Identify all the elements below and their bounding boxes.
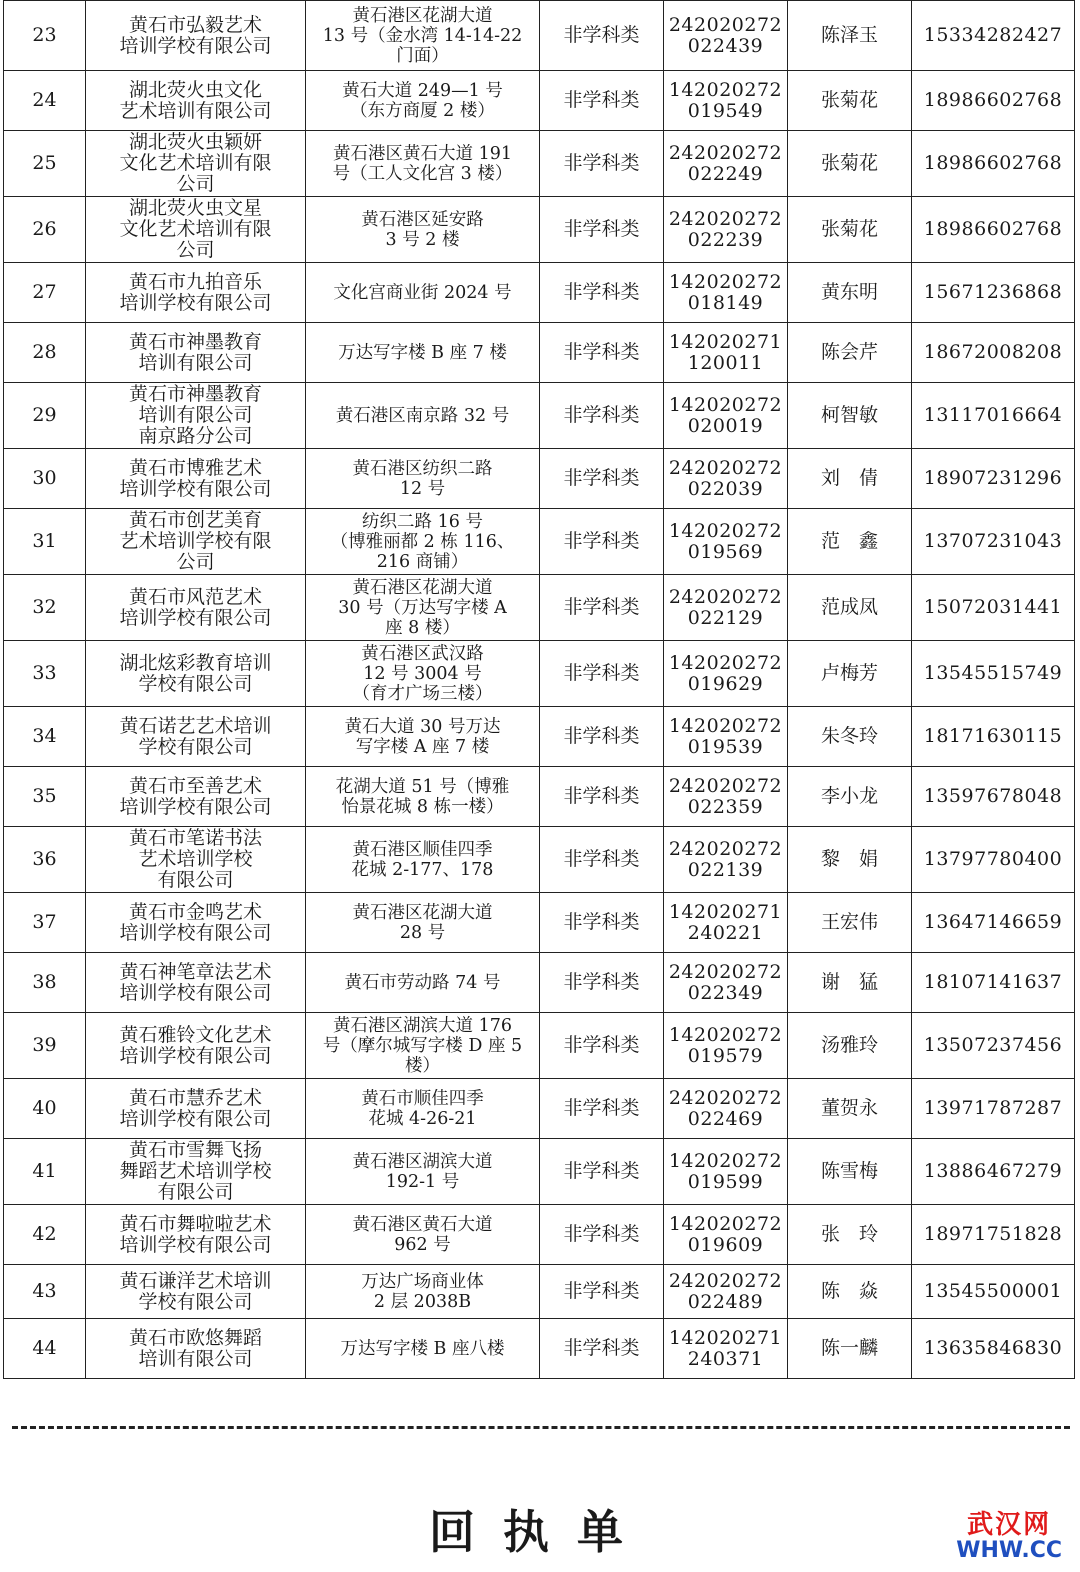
row-number: 24 xyxy=(4,71,86,131)
contact-person: 张 玲 xyxy=(788,1205,912,1265)
row-number: 38 xyxy=(4,953,86,1013)
school-address: 黄石港区花湖大道 30 号（万达写字楼 A 座 8 楼） xyxy=(306,575,540,641)
phone-number: 15334282427 xyxy=(912,1,1075,71)
category: 非学科类 xyxy=(540,1265,664,1319)
school-name: 黄石诺艺艺术培训 学校有限公司 xyxy=(86,707,306,767)
school-address: 黄石港区纺织二路 12 号 xyxy=(306,449,540,509)
school-name: 黄石市九拍音乐 培训学校有限公司 xyxy=(86,263,306,323)
school-address: 黄石港区湖滨大道 176 号（摩尔城写字楼 D 座 5 楼） xyxy=(306,1013,540,1079)
category: 非学科类 xyxy=(540,449,664,509)
license-number: 142020272 019579 xyxy=(664,1013,788,1079)
license-number: 242020272 022039 xyxy=(664,449,788,509)
contact-person: 范成凤 xyxy=(788,575,912,641)
contact-person: 陈雪梅 xyxy=(788,1139,912,1205)
contact-person: 黄东明 xyxy=(788,263,912,323)
contact-person: 张菊花 xyxy=(788,71,912,131)
phone-number: 15671236868 xyxy=(912,263,1075,323)
school-address: 黄石港区延安路 3 号 2 楼 xyxy=(306,197,540,263)
table-row xyxy=(4,1139,1075,1205)
school-name: 黄石市欧悠舞蹈 培训有限公司 xyxy=(86,1319,306,1379)
category: 非学科类 xyxy=(540,71,664,131)
category: 非学科类 xyxy=(540,131,664,197)
phone-number: 18672008208 xyxy=(912,323,1075,383)
school-address: 万达广场商业体 2 层 2038B xyxy=(306,1265,540,1319)
phone-number: 13597678048 xyxy=(912,767,1075,827)
contact-person: 朱冬玲 xyxy=(788,707,912,767)
watermark-logo xyxy=(956,1512,1062,1562)
phone-number: 18971751828 xyxy=(912,1205,1075,1265)
phone-number: 13545500001 xyxy=(912,1265,1075,1319)
row-number: 41 xyxy=(4,1139,86,1205)
license-number: 242020272 022129 xyxy=(664,575,788,641)
row-number: 37 xyxy=(4,893,86,953)
table-row xyxy=(4,449,1075,509)
school-name: 黄石市舞啦啦艺术 培训学校有限公司 xyxy=(86,1205,306,1265)
table-row xyxy=(4,197,1075,263)
category: 非学科类 xyxy=(540,263,664,323)
receipt-title: 回执单 xyxy=(429,1505,651,1559)
row-number: 36 xyxy=(4,827,86,893)
table-row xyxy=(4,383,1075,449)
category: 非学科类 xyxy=(540,575,664,641)
watermark-en: WHW.CC xyxy=(956,1538,1062,1564)
row-number: 29 xyxy=(4,383,86,449)
category: 非学科类 xyxy=(540,1205,664,1265)
school-address: 万达写字楼 B 座八楼 xyxy=(306,1319,540,1379)
row-number: 26 xyxy=(4,197,86,263)
contact-person: 陈 焱 xyxy=(788,1265,912,1319)
school-address: 黄石港区湖滨大道 192-1 号 xyxy=(306,1139,540,1205)
school-name: 黄石市博雅艺术 培训学校有限公司 xyxy=(86,449,306,509)
school-name: 黄石市风范艺术 培训学校有限公司 xyxy=(86,575,306,641)
category: 非学科类 xyxy=(540,1079,664,1139)
dashed-divider xyxy=(12,1426,1070,1429)
school-name: 湖北荧火虫文星 文化艺术培训有限 公司 xyxy=(86,197,306,263)
license-number: 242020272 022239 xyxy=(664,197,788,263)
category: 非学科类 xyxy=(540,827,664,893)
license-number: 142020272 019549 xyxy=(664,71,788,131)
phone-number: 13797780400 xyxy=(912,827,1075,893)
license-number: 142020272 019599 xyxy=(664,1139,788,1205)
contact-person: 陈会芹 xyxy=(788,323,912,383)
school-address: 黄石市劳动路 74 号 xyxy=(306,953,540,1013)
contact-person: 王宏伟 xyxy=(788,893,912,953)
license-number: 142020272 019539 xyxy=(664,707,788,767)
row-number: 35 xyxy=(4,767,86,827)
school-name: 湖北荧火虫文化 艺术培训有限公司 xyxy=(86,71,306,131)
table-row xyxy=(4,953,1075,1013)
row-number: 27 xyxy=(4,263,86,323)
row-number: 44 xyxy=(4,1319,86,1379)
table-row xyxy=(4,1013,1075,1079)
school-name: 黄石神笔章法艺术 培训学校有限公司 xyxy=(86,953,306,1013)
watermark-cn: 武汉网 xyxy=(967,1510,1052,1540)
school-address: 黄石港区武汉路 12 号 3004 号 （育才广场三楼） xyxy=(306,641,540,707)
school-address: 黄石港区南京路 32 号 xyxy=(306,383,540,449)
license-number: 242020272 022349 xyxy=(664,953,788,1013)
row-number: 33 xyxy=(4,641,86,707)
phone-number: 18986602768 xyxy=(912,71,1075,131)
contact-person: 柯智敏 xyxy=(788,383,912,449)
contact-person: 范 鑫 xyxy=(788,509,912,575)
school-address: 花湖大道 51 号（博雅 怡景花城 8 栋一楼） xyxy=(306,767,540,827)
category: 非学科类 xyxy=(540,323,664,383)
license-number: 142020271 120011 xyxy=(664,323,788,383)
phone-number: 18907231296 xyxy=(912,449,1075,509)
phone-number: 18986602768 xyxy=(912,131,1075,197)
table-row xyxy=(4,71,1075,131)
table-row xyxy=(4,131,1075,197)
school-name: 黄石市神墨教育 培训有限公司 南京路分公司 xyxy=(86,383,306,449)
contact-person: 卢梅芳 xyxy=(788,641,912,707)
row-number: 39 xyxy=(4,1013,86,1079)
license-number: 242020272 022469 xyxy=(664,1079,788,1139)
license-number: 242020272 022489 xyxy=(664,1265,788,1319)
school-address: 黄石港区花湖大道 13 号（金水湾 14-14-22 门面） xyxy=(306,1,540,71)
table-row xyxy=(4,575,1075,641)
contact-person: 董贺永 xyxy=(788,1079,912,1139)
table-row xyxy=(4,827,1075,893)
school-name: 黄石雅铃文化艺术 培训学校有限公司 xyxy=(86,1013,306,1079)
row-number: 25 xyxy=(4,131,86,197)
table-row xyxy=(4,323,1075,383)
table-row xyxy=(4,263,1075,323)
row-number: 30 xyxy=(4,449,86,509)
phone-number: 13635846830 xyxy=(912,1319,1075,1379)
contact-person: 汤雅玲 xyxy=(788,1013,912,1079)
license-number: 142020271 240221 xyxy=(664,893,788,953)
category: 非学科类 xyxy=(540,1139,664,1205)
table-row xyxy=(4,641,1075,707)
row-number: 28 xyxy=(4,323,86,383)
school-name: 黄石市弘毅艺术 培训学校有限公司 xyxy=(86,1,306,71)
school-address: 文化宫商业街 2024 号 xyxy=(306,263,540,323)
license-number: 242020272 022249 xyxy=(664,131,788,197)
row-number: 23 xyxy=(4,1,86,71)
contact-person: 刘 倩 xyxy=(788,449,912,509)
phone-number: 18171630115 xyxy=(912,707,1075,767)
school-address: 黄石市顺佳四季 花城 4-26-21 xyxy=(306,1079,540,1139)
license-number: 142020271 240371 xyxy=(664,1319,788,1379)
phone-number: 13971787287 xyxy=(912,1079,1075,1139)
table-row xyxy=(4,707,1075,767)
school-address: 万达写字楼 B 座 7 楼 xyxy=(306,323,540,383)
contact-person: 李小龙 xyxy=(788,767,912,827)
phone-number: 18107141637 xyxy=(912,953,1075,1013)
contact-person: 张菊花 xyxy=(788,131,912,197)
category: 非学科类 xyxy=(540,953,664,1013)
school-address: 纺织二路 16 号 （博雅丽都 2 栋 116、 216 商铺） xyxy=(306,509,540,575)
license-number: 242020272 022359 xyxy=(664,767,788,827)
table-row xyxy=(4,767,1075,827)
row-number: 34 xyxy=(4,707,86,767)
license-number: 242020272 022139 xyxy=(664,827,788,893)
license-number: 142020272 019629 xyxy=(664,641,788,707)
school-address: 黄石大道 30 号万达 写字楼 A 座 7 楼 xyxy=(306,707,540,767)
license-number: 242020272 022439 xyxy=(664,1,788,71)
school-name: 黄石市雪舞飞扬 舞蹈艺术培训学校 有限公司 xyxy=(86,1139,306,1205)
contact-person: 张菊花 xyxy=(788,197,912,263)
school-address: 黄石港区花湖大道 28 号 xyxy=(306,893,540,953)
school-name: 黄石市慧乔艺术 培训学校有限公司 xyxy=(86,1079,306,1139)
table-row xyxy=(4,1319,1075,1379)
category: 非学科类 xyxy=(540,383,664,449)
phone-number: 13647146659 xyxy=(912,893,1075,953)
table-row xyxy=(4,893,1075,953)
category: 非学科类 xyxy=(540,1013,664,1079)
contact-person: 黎 娟 xyxy=(788,827,912,893)
category: 非学科类 xyxy=(540,767,664,827)
phone-number: 13886467279 xyxy=(912,1139,1075,1205)
category: 非学科类 xyxy=(540,893,664,953)
category: 非学科类 xyxy=(540,509,664,575)
school-name: 黄石市至善艺术 培训学校有限公司 xyxy=(86,767,306,827)
school-name: 黄石市金鸣艺术 培训学校有限公司 xyxy=(86,893,306,953)
contact-person: 陈泽玉 xyxy=(788,1,912,71)
school-name: 黄石谦洋艺术培训 学校有限公司 xyxy=(86,1265,306,1319)
table-row xyxy=(4,509,1075,575)
school-name: 湖北炫彩教育培训 学校有限公司 xyxy=(86,641,306,707)
license-number: 142020272 019569 xyxy=(664,509,788,575)
phone-number: 18986602768 xyxy=(912,197,1075,263)
table-row xyxy=(4,1079,1075,1139)
phone-number: 13545515749 xyxy=(912,641,1075,707)
contact-person: 陈一麟 xyxy=(788,1319,912,1379)
row-number: 43 xyxy=(4,1265,86,1319)
school-name: 黄石市神墨教育 培训有限公司 xyxy=(86,323,306,383)
school-name: 黄石市笔诺书法 艺术培训学校 有限公司 xyxy=(86,827,306,893)
category: 非学科类 xyxy=(540,1,664,71)
table-body xyxy=(4,1,1075,1379)
table-row xyxy=(4,1265,1075,1319)
schools-table xyxy=(3,0,1075,1379)
category: 非学科类 xyxy=(540,707,664,767)
phone-number: 13507237456 xyxy=(912,1013,1075,1079)
school-name: 黄石市创艺美育 艺术培训学校有限 公司 xyxy=(86,509,306,575)
phone-number: 13117016664 xyxy=(912,383,1075,449)
school-address: 黄石大道 249—1 号 （东方商厦 2 楼） xyxy=(306,71,540,131)
school-address: 黄石港区黄石大道 191 号（工人文化宫 3 楼） xyxy=(306,131,540,197)
category: 非学科类 xyxy=(540,1319,664,1379)
school-address: 黄石港区黄石大道 962 号 xyxy=(306,1205,540,1265)
row-number: 31 xyxy=(4,509,86,575)
row-number: 40 xyxy=(4,1079,86,1139)
category: 非学科类 xyxy=(540,197,664,263)
table-row xyxy=(4,1205,1075,1265)
contact-person: 谢 猛 xyxy=(788,953,912,1013)
school-name: 湖北荧火虫颖妍 文化艺术培训有限 公司 xyxy=(86,131,306,197)
phone-number: 13707231043 xyxy=(912,509,1075,575)
school-address: 黄石港区顺佳四季 花城 2-177、178 xyxy=(306,827,540,893)
license-number: 142020272 020019 xyxy=(664,383,788,449)
row-number: 32 xyxy=(4,575,86,641)
category: 非学科类 xyxy=(540,641,664,707)
table-row xyxy=(4,1,1075,71)
row-number: 42 xyxy=(4,1205,86,1265)
license-number: 142020272 019609 xyxy=(664,1205,788,1265)
phone-number: 15072031441 xyxy=(912,575,1075,641)
license-number: 142020272 018149 xyxy=(664,263,788,323)
